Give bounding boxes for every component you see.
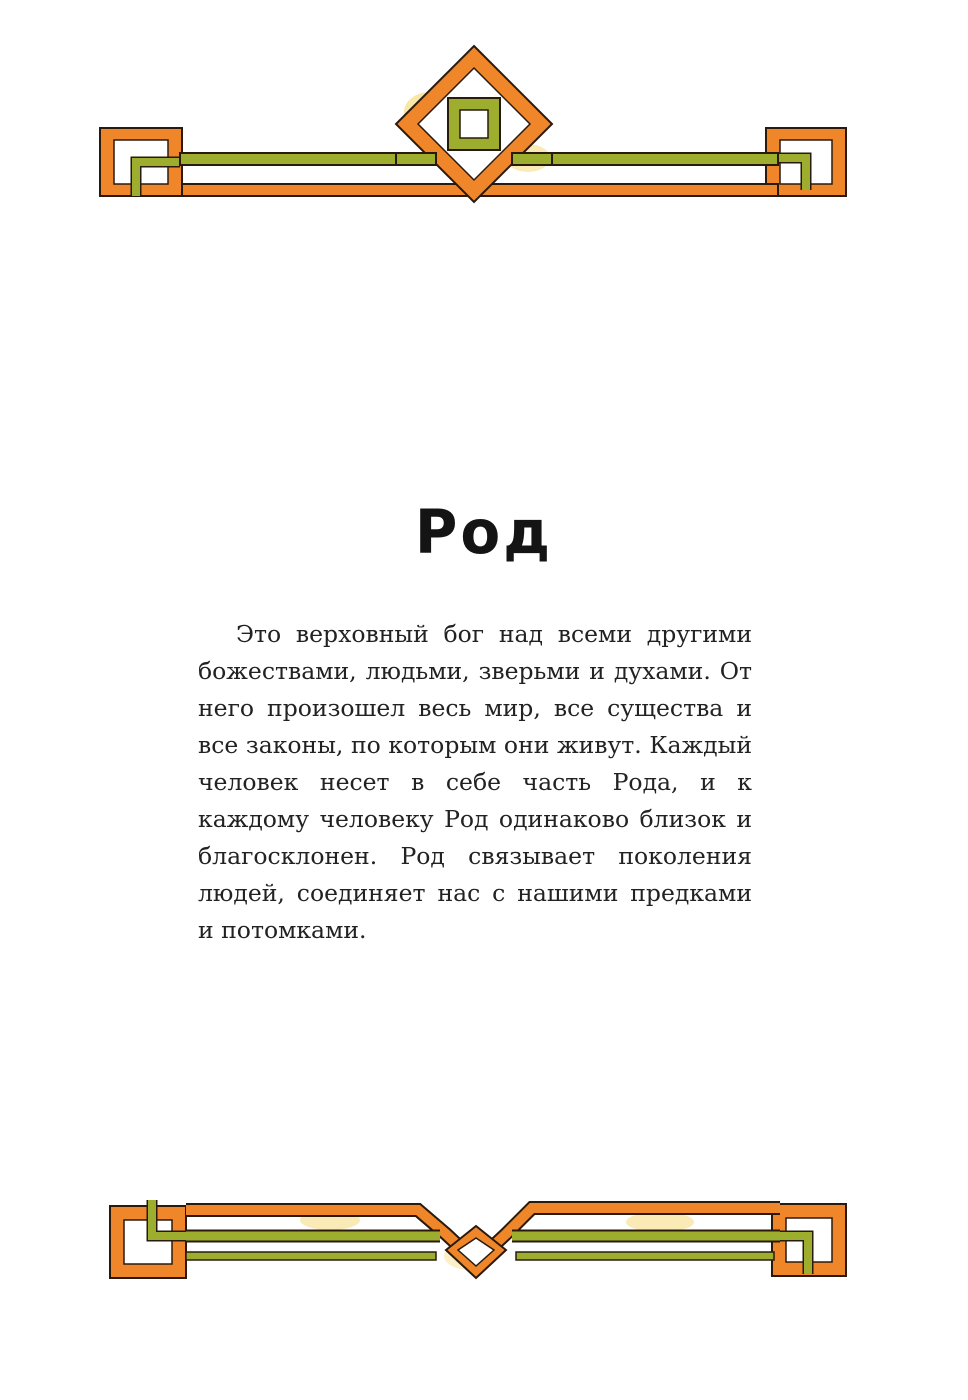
bottom-ornament-border <box>0 1190 968 1290</box>
body-paragraph: Это верховный бог над всеми другими божествами, людьми, зверьми и духами. От него произошел весь мир, все существа и все законы, по которым они живут. Каждый человек несет в себе часть Рода, и к каждому человеку Род одинаково близок и благосклонен. Род связывает поколения людей, соединяет нас с нашими предками и потомками. <box>198 620 752 944</box>
top-ornament-border <box>0 40 968 215</box>
bottom-ornament-graphic <box>0 1190 968 1290</box>
top-ornament-graphic <box>0 40 968 215</box>
page-title: Род <box>414 496 554 568</box>
